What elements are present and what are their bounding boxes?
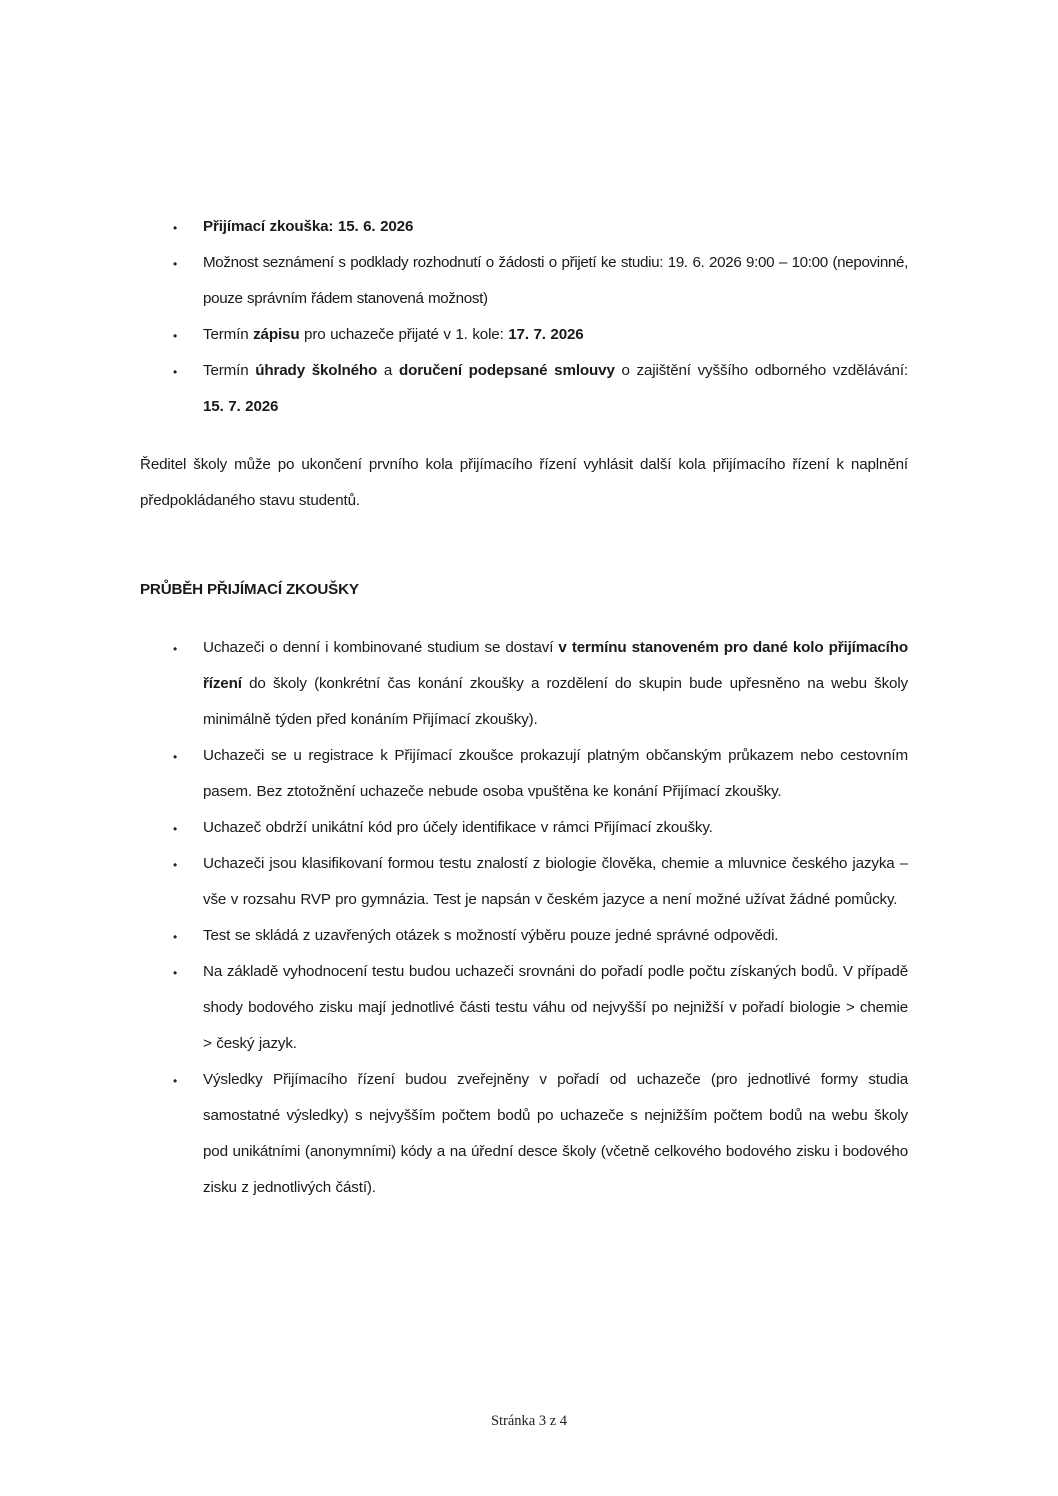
bullet-icon: • <box>173 257 178 271</box>
schedule-item <box>173 317 908 353</box>
text-run: do školy (konkrétní čas konání zkoušky a rozdělení do skupin bude upřesněno na webu školy minimálně týden před konáním Přijímací zkoušky). <box>203 675 908 728</box>
text-run: Výsledky Přijímacího řízení budou zveřejněny v pořadí od uchazeče (pro jednotlivé formy studia samostatné výsledky) s nejvyšším počtem bodů po uchazeče s nejnižším počtem bodů na webu školy pod unikátními (anonymními) kódy a na úřední desce školy (včetně celkového bodového zisku i bodového zisku z jednotlivých částí). <box>203 1071 908 1196</box>
schedule-item <box>173 209 908 245</box>
bullet-icon: • <box>173 642 178 656</box>
section-heading: PRŮBĚH PŘIJÍMACÍ ZKOUŠKY <box>140 581 359 598</box>
bullet-icon: • <box>173 329 178 343</box>
procedure-item <box>173 1062 908 1206</box>
text-run: pro uchazeče přijaté v 1. kole: <box>299 326 509 343</box>
procedure-item-text <box>203 819 713 836</box>
procedure-item-text <box>203 963 908 1052</box>
bold-text-run: úhrady školného <box>255 362 378 379</box>
bold-text-run: v termínu stanoveném pro dané kolo přijímacího řízení <box>203 639 908 692</box>
procedure-item-text <box>203 747 908 800</box>
procedure-item <box>173 918 908 954</box>
bullet-icon: • <box>173 221 178 235</box>
schedule-item <box>173 245 908 317</box>
text-run: a <box>377 362 399 379</box>
procedure-item <box>173 630 908 738</box>
schedule-list <box>173 209 908 425</box>
bullet-icon: • <box>173 750 178 764</box>
text-run: Na základě vyhodnocení testu budou uchazeči srovnáni do pořadí podle počtu získaných bodů. V případě shody bodového zisku mají jednotlivé části testu váhu od nejvyšší po nejnižší v pořadí biologie > chemie > český jazyk. <box>203 963 908 1052</box>
text-run: Možnost seznámení s podklady rozhodnutí o žádosti o přijetí ke studiu: 19. 6. 2026 9:00 – 10:00 (nepovinné, pouze správním řádem stanovená možnost) <box>203 254 908 307</box>
schedule-item-text <box>203 326 584 343</box>
page-number: Stránka 3 z 4 <box>490 1413 568 1429</box>
schedule-item-text <box>203 254 908 307</box>
bullet-icon: • <box>173 822 178 836</box>
director-note: Ředitel školy může po ukončení prvního kola přijímacího řízení vyhlásit další kola přijímacího řízení k naplnění předpokládaného stavu studentů. <box>140 456 908 509</box>
schedule-item <box>173 353 908 425</box>
bullet-icon: • <box>173 858 178 872</box>
schedule-item-text <box>203 362 908 415</box>
procedure-item <box>173 738 908 810</box>
procedure-item <box>173 846 908 918</box>
text-run: Uchazeč obdrží unikátní kód pro účely identifikace v rámci Přijímací zkoušky. <box>203 819 713 836</box>
text-run: Uchazeči se u registrace k Přijímací zkoušce prokazují platným občanským průkazem nebo cestovním pasem. Bez ztotožnění uchazeče nebude osoba vpuštěna ke konání Přijímací zkoušky. <box>203 747 908 800</box>
schedule-item-text <box>203 218 413 235</box>
bold-text-run: Přijímací zkouška: 15. 6. 2026 <box>203 218 414 235</box>
bullet-icon: • <box>173 365 178 379</box>
procedure-item <box>173 954 908 1062</box>
text-run: Uchazeči o denní i kombinované studium se dostaví <box>203 639 559 656</box>
bullet-icon: • <box>173 966 178 980</box>
bold-text-run: doručení podepsané smlouvy <box>398 362 615 379</box>
procedure-item-text <box>203 855 908 908</box>
bold-text-run: zápisu <box>253 326 300 343</box>
procedure-item-text <box>203 1071 908 1196</box>
text-run: Termín <box>203 326 254 343</box>
text-run: Test se skládá z uzavřených otázek s možností výběru pouze jedné správné odpovědi. <box>203 927 779 944</box>
bold-text-run: 15. 7. 2026 <box>203 398 279 415</box>
text-run: o zajištění vyššího odborného vzdělávání: <box>614 362 908 379</box>
procedure-item-text <box>203 927 778 944</box>
exam-procedure-list <box>173 630 908 1206</box>
bullet-icon: • <box>173 930 178 944</box>
bold-text-run: 17. 7. 2026 <box>508 326 584 343</box>
bullet-icon: • <box>173 1074 178 1088</box>
text-run: Uchazeči jsou klasifikovaní formou testu znalostí z biologie člověka, chemie a mluvnice českého jazyka – vše v rozsahu RVP pro gymnázia. Test je napsán v českém jazyce a není možné užívat žádné pomůcky. <box>203 855 908 908</box>
procedure-item <box>173 810 908 846</box>
procedure-item-text <box>203 639 908 728</box>
text-run: Termín <box>203 362 256 379</box>
